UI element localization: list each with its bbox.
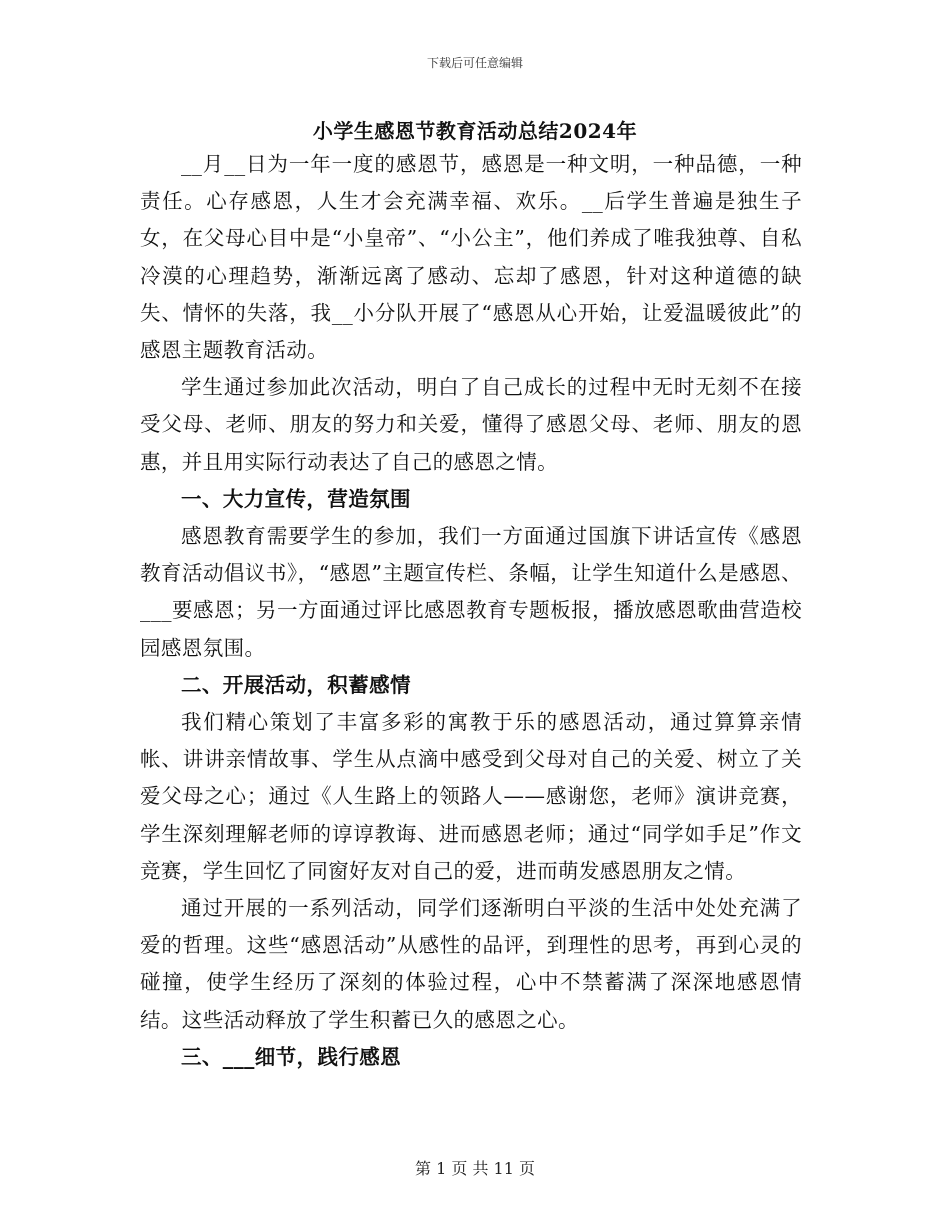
section-heading-1: 一、大力宣传，营造氛围 — [181, 486, 411, 511]
paragraph-intro: __月__日为一年一度的感恩节，感恩是一种文明，一种品德，一种责任。心存感恩，人生才会充满幸福、欢乐。__后学生普遍是独生子女，在父母心目中是“小皇帝”、“小公主”，他们养成了唯我独尊、自私冷漠的心理趋势，渐渐远离了感动、忘却了感恩，针对这种道德的缺失、情怀的失落，我__小分队开展了“感恩从心开始，让爱温暖彼此”的感恩主题教育活动。 — [140, 152, 802, 363]
document-title: 小学生感恩节教育活动总结2024年 — [312, 119, 638, 143]
paragraph-outcome: 学生通过参加此次活动，明白了自己成长的过程中无时无刻不在接受父母、老师、朋友的努力和关爱，懂得了感恩父母、老师、朋友的恩惠，并且用实际行动表达了自己的感恩之情。 — [140, 375, 802, 474]
paragraph-section-2-a: 我们精心策划了丰富多彩的寓教于乐的感恩活动，通过算算亲情帐、讲讲亲情故事、学生从点滴中感受到父母对自己的关爱、树立了关爱父母之心；通过《人生路上的领路人——感谢您，老师》演讲竞赛，学生深刻理解老师的谆谆教诲、进而感恩老师；通过“同学如手足”作文竞赛，学生回忆了同窗好友对自己的爱，进而萌发感恩朋友之情。 — [140, 710, 802, 883]
document-body — [140, 146, 802, 1076]
paragraph-section-1: 感恩教育需要学生的参加，我们一方面通过国旗下讲话宣传《感恩教育活动倡议书》，“感恩”主题宣传栏、条幅，让学生知道什么是感恩、___要感恩；另一方面通过评比感恩教育专题板报，播放感恩歌曲营造校园感恩氛围。 — [140, 524, 802, 660]
paragraph-section-2-b: 通过开展的一系列活动，同学们逐渐明白平淡的生活中处处充满了爱的哲理。这些“感恩活动”从感性的品评，到理性的思考，再到心灵的碰撞，使学生经历了深刻的体验过程，心中不禁蓄满了深深地感恩情结。这些活动释放了学生积蓄已久的感恩之心。 — [140, 896, 802, 1032]
page-header-note: 下载后可任意编辑 — [426, 56, 523, 70]
page-number-footer: 第 1 页 共 11 页 — [415, 1159, 535, 1178]
section-heading-2: 二、开展活动，积蓄感情 — [181, 672, 411, 697]
section-heading-3: 三、___细节，践行感恩 — [181, 1044, 402, 1069]
